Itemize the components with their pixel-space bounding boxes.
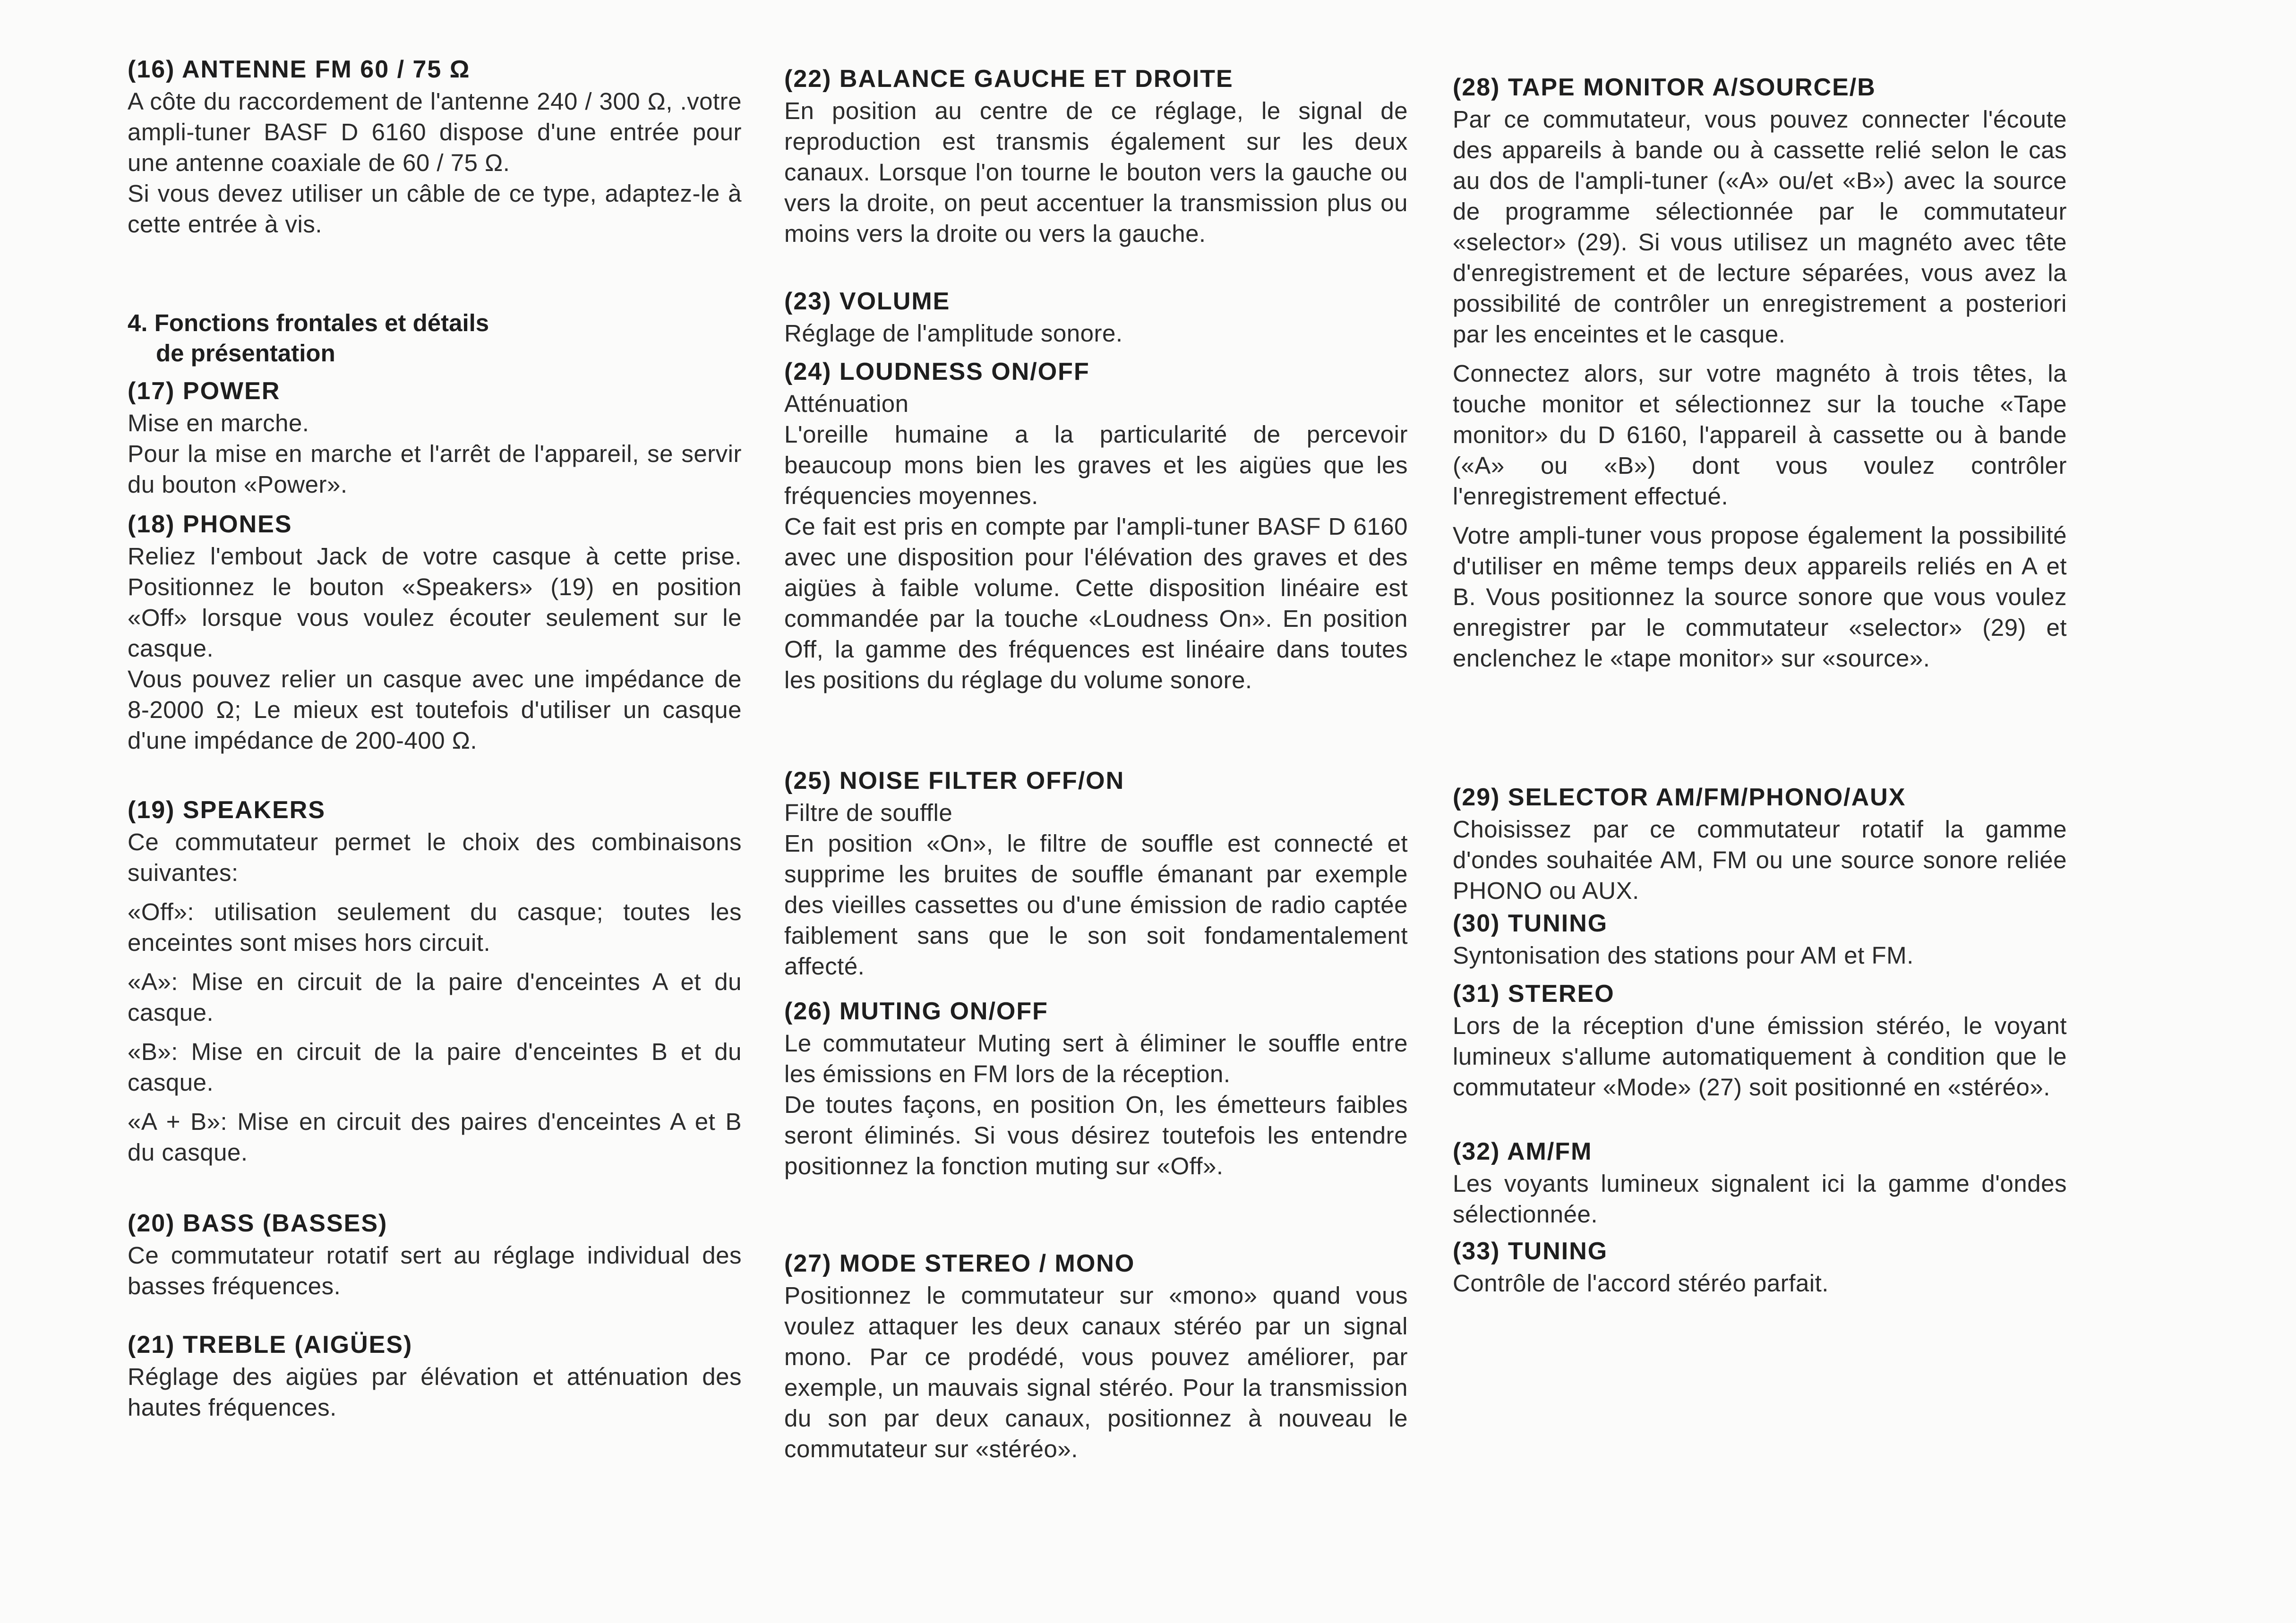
heading-25: (25) NOISE FILTER OFF/ON xyxy=(784,767,1125,794)
section-30-tuning xyxy=(1453,907,2067,971)
section-25-noise-filter xyxy=(784,764,1408,982)
paragraph: Lors de la réception d'une émission stéréo, le voyant lumineux s'allume automatiquement à condition que le commutateur «Mode» (27) soit positionné en «stéréo». xyxy=(1453,1012,2067,1101)
paragraph: A côte du raccordement de l'antenne 240 / 300 Ω, .votre ampli-tuner BASF D 6160 dispose d'une entrée pour une antenne coaxiale de 60 / 75 Ω. xyxy=(128,88,742,176)
section-21-treble xyxy=(128,1328,742,1423)
heading-21: (21) TREBLE (AIGÜES) xyxy=(128,1331,413,1358)
section-33-tuning xyxy=(1453,1235,2067,1298)
heading-31: (31) STEREO xyxy=(1453,980,1615,1008)
paragraph: Syntonisation des stations pour AM et FM. xyxy=(1453,942,1914,969)
heading-24: (24) LOUDNESS ON/OFF xyxy=(784,358,1090,385)
heading-29: (29) SELECTOR AM/FM/PHONO/AUX xyxy=(1453,784,1906,811)
paragraph: «B»: Mise en circuit de la paire d'enceintes B et du casque. xyxy=(128,1038,742,1096)
paragraph: Réglage de l'amplitude sonore. xyxy=(784,320,1123,347)
paragraph: Reliez l'embout Jack de votre casque à cette prise. Positionnez le bouton «Speakers» (19) en position «Off» lorsque vous voulez écouter seulement sur le casque. xyxy=(128,543,742,662)
paragraph: Contrôle de l'accord stéréo parfait. xyxy=(1453,1270,1829,1297)
section-4-line1: 4. Fonctions frontales et détails xyxy=(128,309,489,336)
paragraph: Vous pouvez relier un casque avec une impédance de 8-2000 Ω; Le mieux est toutefois d'utiliser un casque d'une impédance de 200-400 Ω. xyxy=(128,666,742,754)
paragraph: «A»: Mise en circuit de la paire d'enceintes A et du casque. xyxy=(128,968,742,1026)
paragraph: Positionnez le commutateur sur «mono» quand vous voulez attaquer les deux canaux stéréo par un signal mono. Par ce prodédé, vous pouvez améliorer, par exemple, un mauvais signal stéréo. Pour la transmission du son par deux canaux, positionnez à nouveau le commutateur sur «stéréo». xyxy=(784,1282,1408,1462)
paragraph: Les voyants lumineux signalent ici la gamme d'ondes sélectionnée. xyxy=(1453,1170,2067,1228)
paragraph: Pour la mise en marche et l'arrêt de l'appareil, se servir du bouton «Power». xyxy=(128,440,742,498)
paragraph: Par ce commutateur, vous pouvez connecter l'écoute des appareils à bande ou à cassette relié selon le cas au dos de l'ampli-tuner («A» ou/et «B») avec la source de programme sélectionnée par le commutateur «selector» (29). Si vous utilisez un magnéto avec tête d'enregistrement et de lecture séparées, vous avez la possibilité de contrôler un enregistrement a posteriori par les enceintes et le casque. xyxy=(1453,106,2067,348)
heading-22: (22) BALANCE GAUCHE ET DROITE xyxy=(784,65,1234,93)
section-16-antenne xyxy=(128,53,742,239)
paragraph: En position «On», le filtre de souffle est connecté et supprime les bruites de souffle émanant par exemple des vieilles cassettes ou d'une émission de radio captée faiblement sans que le son soit fondamentalement affecté. xyxy=(784,830,1408,980)
paragraph: «Off»: utilisation seulement du casque; toutes les enceintes sont mises hors circuit. xyxy=(128,898,742,956)
section-23-volume xyxy=(784,285,1408,349)
heading-16: (16) ANTENNE FM 60 / 75 Ω xyxy=(128,56,471,83)
section-31-stereo xyxy=(1453,977,2067,1102)
section-26-muting xyxy=(784,995,1408,1181)
section-24-loudness xyxy=(784,355,1408,695)
paragraph: En position au centre de ce réglage, le signal de reproduction est transmis également sur les deux canaux. Lorsque l'on tourne le bouton vers la gauche ou vers la droite, on peut accentuer la transmission plus ou moins vers la droite ou vers la gauche. xyxy=(784,97,1408,247)
section-4-line2: de présentation xyxy=(156,340,335,367)
heading-23: (23) VOLUME xyxy=(784,288,951,315)
paragraph: Filtre de souffle xyxy=(784,799,953,826)
heading-18: (18) PHONES xyxy=(128,511,292,538)
heading-17: (17) POWER xyxy=(128,377,281,405)
heading-28: (28) TAPE MONITOR A/SOURCE/B xyxy=(1453,74,1876,101)
paragraph: «A + B»: Mise en circuit des paires d'enceintes A et B du casque. xyxy=(128,1108,742,1166)
section-29-selector xyxy=(1453,781,2067,906)
section-22-balance xyxy=(784,62,1408,249)
paragraph: De toutes façons, en position On, les émetteurs faibles seront éliminés. Si vous désirez toutefois les entendre positionnez la fonction muting sur «Off». xyxy=(784,1091,1408,1179)
heading-32: (32) AM/FM xyxy=(1453,1138,1593,1165)
section-20-bass xyxy=(128,1207,742,1301)
heading-27: (27) MODE STEREO / MONO xyxy=(784,1250,1135,1277)
section-18-phones xyxy=(128,508,742,756)
paragraph: Ce fait est pris en compte par l'ampli-tuner BASF D 6160 avec une disposition pour l'élévation des graves et des aigües à faible volume. Cette disposition linéaire est commandée par la touche «Loudness On». En position Off, la gamme des fréquences est linéaire dans toutes les positions du réglage du volume sonore. xyxy=(784,513,1408,693)
section-27-mode xyxy=(784,1247,1408,1464)
paragraph: Le commutateur Muting sert à éliminer le souffle entre les émissions en FM lors de la réception. xyxy=(784,1030,1408,1087)
section-4-heading xyxy=(128,308,742,368)
paragraph: Atténuation xyxy=(784,390,909,417)
section-19-speakers xyxy=(128,794,742,1168)
section-32-amfm xyxy=(1453,1135,2067,1230)
paragraph: Choisissez par ce commutateur rotatif la gamme d'ondes souhaitée AM, FM ou une source sonore reliée PHONO ou AUX. xyxy=(1453,816,2067,904)
paragraph: Ce commutateur rotatif sert au réglage individual des basses fréquences. xyxy=(128,1242,742,1299)
paragraph: Connectez alors, sur votre magnéto à trois têtes, la touche monitor et sélectionnez sur la touche «Tape monitor» du D 6160, l'appareil à cassette ou à bande («A» ou «B») dont vous voulez contrôler l'enregistrement effectué. xyxy=(1453,360,2067,510)
paragraph: Mise en marche. xyxy=(128,410,309,436)
paragraph: Votre ampli-tuner vous propose également la possibilité d'utiliser en même temps deux appareils reliés en A et B. Vous positionnez la source sonore que vous voulez enregistrer par le commutateur «selector» (29) et enclenchez le «tape monitor» sur «source». xyxy=(1453,522,2067,672)
heading-30: (30) TUNING xyxy=(1453,910,1608,937)
section-17-power xyxy=(128,375,742,500)
heading-19: (19) SPEAKERS xyxy=(128,796,326,824)
heading-33: (33) TUNING xyxy=(1453,1238,1608,1265)
section-28-tape-monitor xyxy=(1453,71,2067,674)
heading-26: (26) MUTING ON/OFF xyxy=(784,998,1048,1025)
paragraph: Ce commutateur permet le choix des combinaisons suivantes: xyxy=(128,829,742,886)
paragraph: Si vous devez utiliser un câble de ce type, adaptez-le à cette entrée à vis. xyxy=(128,180,742,238)
heading-20: (20) BASS (BASSES) xyxy=(128,1210,388,1237)
paragraph: L'oreille humaine a la particularité de percevoir beaucoup mons bien les graves et les aigües que les fréquencies moyennes. xyxy=(784,421,1408,509)
paragraph: Réglage des aigües par élévation et atténuation des hautes fréquences. xyxy=(128,1363,742,1421)
